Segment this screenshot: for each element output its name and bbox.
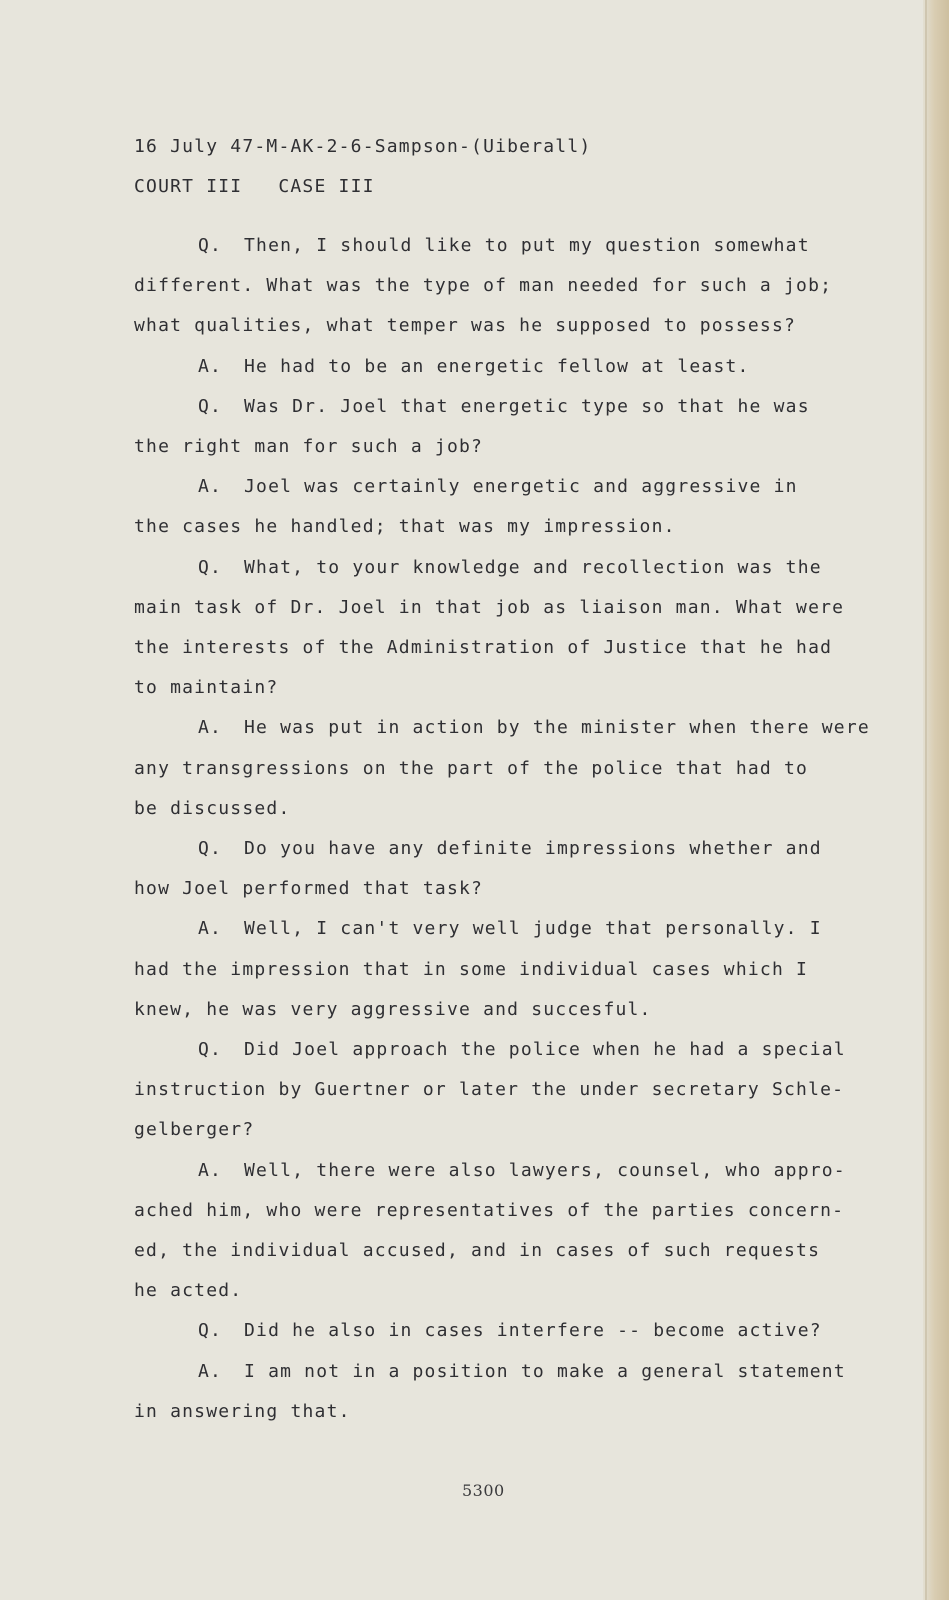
qa-first-line bbox=[198, 838, 822, 860]
answer-label: A. bbox=[198, 918, 223, 939]
qa-text: Do you have any definite impressions whether and bbox=[244, 838, 822, 859]
qa-first-line bbox=[198, 717, 870, 739]
qa-text: Was Dr. Joel that energetic type so that he was bbox=[244, 396, 810, 417]
qa-continuation-line: to maintain? bbox=[134, 677, 279, 698]
qa-continuation-line: in answering that. bbox=[134, 1401, 351, 1422]
qa-text: What, to your knowledge and recollection was the bbox=[244, 557, 822, 578]
page-number: 5300 bbox=[462, 1481, 505, 1500]
qa-continuation-line: knew, he was very aggressive and succesful. bbox=[134, 999, 652, 1020]
qa-first-line bbox=[198, 235, 810, 257]
question-label: Q. bbox=[198, 557, 223, 578]
qa-text: I am not in a position to make a general statement bbox=[244, 1361, 846, 1382]
question-label: Q. bbox=[198, 235, 223, 256]
qa-text: Well, there were also lawyers, counsel, who appro- bbox=[244, 1160, 846, 1181]
qa-continuation-line: be discussed. bbox=[134, 798, 291, 819]
case-label: CASE III bbox=[278, 176, 375, 197]
qa-text: Did Joel approach the police when he had a special bbox=[244, 1039, 846, 1060]
qa-first-line bbox=[198, 557, 822, 579]
qa-continuation-line: what qualities, what temper was he supposed to possess? bbox=[134, 315, 797, 336]
qa-first-line bbox=[198, 1361, 846, 1383]
qa-first-line bbox=[198, 1039, 846, 1061]
answer-label: A. bbox=[198, 717, 223, 738]
qa-text: He was put in action by the minister when there were bbox=[244, 717, 870, 738]
qa-continuation-line: the right man for such a job? bbox=[134, 436, 484, 457]
qa-first-line bbox=[198, 918, 822, 940]
qa-first-line bbox=[198, 1160, 846, 1182]
qa-text: He had to be an energetic fellow at least. bbox=[244, 356, 750, 377]
qa-continuation-line: main task of Dr. Joel in that job as liaison man. What were bbox=[134, 597, 845, 618]
qa-continuation-line: the cases he handled; that was my impression. bbox=[134, 516, 676, 537]
question-label: Q. bbox=[198, 1039, 223, 1060]
qa-text: Joel was certainly energetic and aggressive in bbox=[244, 476, 798, 497]
answer-label: A. bbox=[198, 356, 223, 377]
qa-continuation-line: instruction by Guertner or later the under secretary Schle- bbox=[134, 1079, 845, 1100]
qa-continuation-line: ed, the individual accused, and in cases of such requests bbox=[134, 1240, 821, 1261]
qa-continuation-line: any transgressions on the part of the police that had to bbox=[134, 758, 809, 779]
qa-first-line bbox=[198, 476, 798, 498]
qa-first-line bbox=[198, 396, 810, 418]
qa-first-line bbox=[198, 356, 750, 378]
qa-continuation-line: had the impression that in some individual cases which I bbox=[134, 959, 809, 980]
qa-continuation-line: gelberger? bbox=[134, 1119, 255, 1140]
answer-label: A. bbox=[198, 1361, 223, 1382]
court-case-line bbox=[134, 176, 375, 198]
question-label: Q. bbox=[198, 396, 223, 417]
qa-continuation-line: he acted. bbox=[134, 1280, 243, 1301]
qa-continuation-line: the interests of the Administration of Justice that he had bbox=[134, 637, 833, 658]
answer-label: A. bbox=[198, 1160, 223, 1181]
qa-continuation-line: different. What was the type of man needed for such a job; bbox=[134, 275, 833, 296]
answer-label: A. bbox=[198, 476, 223, 497]
qa-continuation-line: ached him, who were representatives of the parties concern- bbox=[134, 1200, 845, 1221]
question-label: Q. bbox=[198, 838, 223, 859]
header-line: 16 July 47-M-AK-2-6-Sampson-(Uiberall) bbox=[134, 136, 592, 157]
question-label: Q. bbox=[198, 1320, 223, 1341]
qa-text: Well, I can't very well judge that personally. I bbox=[244, 918, 822, 939]
qa-first-line bbox=[198, 1320, 822, 1342]
court-label: COURT III bbox=[134, 176, 243, 197]
qa-text: Did he also in cases interfere -- become active? bbox=[244, 1320, 822, 1341]
qa-continuation-line: how Joel performed that task? bbox=[134, 878, 484, 899]
qa-text: Then, I should like to put my question somewhat bbox=[244, 235, 810, 256]
